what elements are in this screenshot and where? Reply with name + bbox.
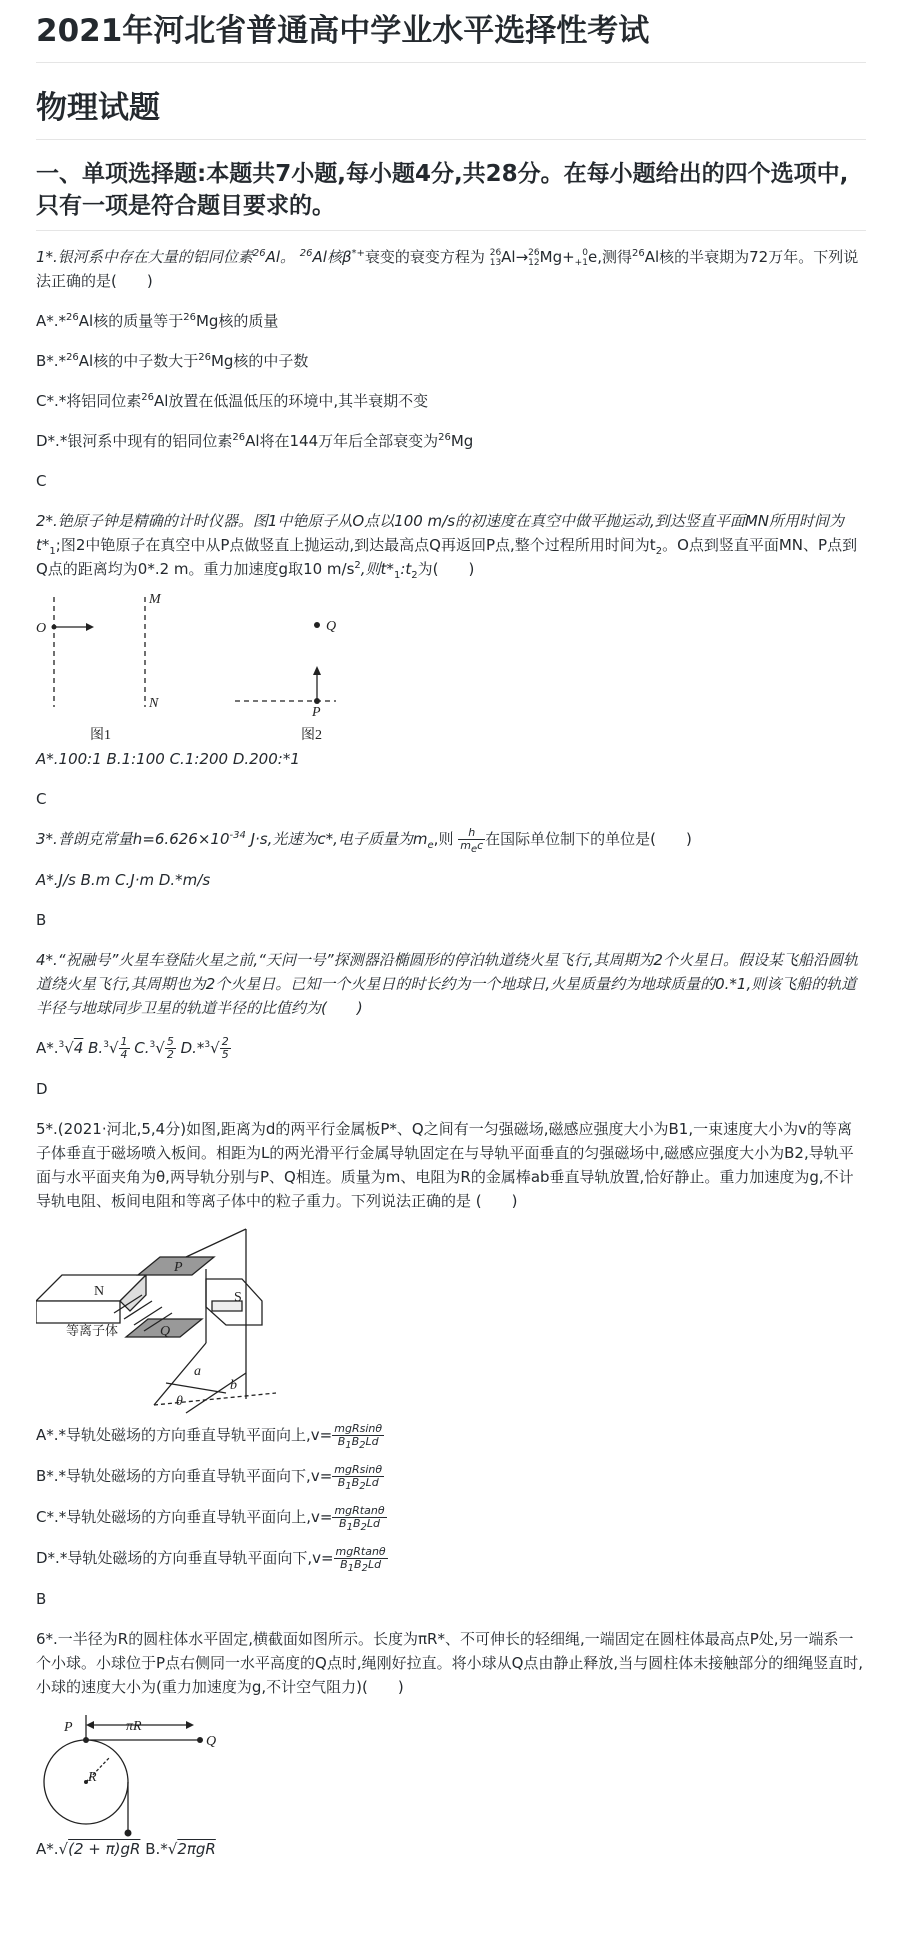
- fig5-label-plasma: 等离子体: [66, 1324, 119, 1339]
- fig2-label-m: M: [149, 592, 161, 607]
- question-6-figure: [36, 1707, 236, 1837]
- question-2-figure: [36, 589, 336, 749]
- fig5-label-a: a: [194, 1364, 201, 1379]
- fig-caption-2: 图2: [301, 728, 322, 743]
- question-5-answer: B: [36, 1590, 47, 1608]
- fig5-label-q: Q: [160, 1324, 171, 1339]
- question-4-answer: D: [36, 1080, 48, 1098]
- fig2-label-n: N: [149, 696, 159, 711]
- question-6-options: A*.√(2 + π)gR B.*√2πgR: [36, 1840, 216, 1858]
- question-4-stem: 4*.“祝融号”火星车登陆火星之前,“天问一号”探测器沿椭圆形的停泊轨道绕火星飞行,其周期为2个火星日。假设某飞船沿圆轨道绕火星飞行,其周期也为2个火星日。已知一个火星日的时长约为一个地球日,火星质量约为地球质量的0.*1,则该飞船的轨道半径与地球同步卫星的轨道半径的比值约为( ): [36, 951, 858, 1017]
- question-5-option-b: B*.*导轨处磁场的方向垂直导轨平面向下,v= $\frac{\text{mgRsinθ}}{B_1B_2Ld}$: [36, 1463, 383, 1493]
- question-1-stem: 1*.银河系中存在大量的铝同位素$^{26}$Al。 $^{26}$Al核β*+衰变的衰变方程为 26 13 Al→ 26 12 Mg+ 0 +1 e,测得$^{26}$Al核的半衰期为72万年。下列说法正确的是( ): [36, 247, 859, 290]
- question-2-options: A*.100:1 B.1:100 C.1:200 D.200:*1: [36, 750, 300, 768]
- fig5-label-theta: θ: [176, 1394, 183, 1409]
- question-1-answer: C: [36, 472, 47, 490]
- fig5-label-b: b: [230, 1378, 237, 1393]
- question-3-stem: 3*.普朗克常量$h=6.626\times 10^{-34}$ J·s,光速为c*,电子质量为$m_e$,则 $\frac{h}{m_ec}$ 在国际单位制下的单位是( ): [36, 826, 692, 856]
- fig6-label-r: R: [88, 1770, 97, 1785]
- question-5-stem: 5*.(2021·河北,5,4分)如图,距离为d的两平行金属板P*、Q之间有一匀强磁场,磁感应强度大小为B1,一束速度大小为v的等离子体垂直于磁场喷入板间。相距为L的两光滑平行金属导轨固定在与导轨平面垂直的匀强磁场中,磁感应强度大小为B2,导轨平面与水平面夹角为θ,两导轨分别与P、Q相连。质量为m、电阻为R的金属棒ab垂直导轨放置,恰好静止。重力加速度为g,不计导轨电阻、板间电阻和等离子体中的粒子重力。下列说法正确的是 ( ): [36, 1120, 854, 1210]
- question-5-option-a: A*.*导轨处磁场的方向垂直导轨平面向上,v= $\frac{\text{mgRsinθ}}{B_1B_2Ld}$: [36, 1422, 383, 1452]
- question-5-figure: [36, 1223, 326, 1423]
- question-1-option-a: A*.*$^{26}$Al核的质量等于$^{26}$Mg核的质量: [36, 312, 279, 330]
- fig2-label-o: O: [36, 621, 47, 636]
- question-5-option-c: C*.*导轨处磁场的方向垂直导轨平面向上,v= $\frac{\text{mgRtanθ}}{B_1B_2Ld}$: [36, 1504, 385, 1534]
- fig5-label-s: S: [234, 1290, 242, 1305]
- document-body: [36, 0, 866, 1861]
- question-3-answer: B: [36, 911, 47, 929]
- question-5-option-d: D*.*导轨处磁场的方向垂直导轨平面向下,v= $\frac{\text{mgRtanθ}}{B_1B_2Ld}$: [36, 1545, 386, 1575]
- question-3-options: A*.J/s B.m C.J·m D.*m/s: [36, 871, 211, 889]
- question-1-option-b: B*.*$^{26}$Al核的中子数大于$^{26}$Mg核的中子数: [36, 352, 309, 370]
- exam-title: 2021年河北省普通高中学业水平选择性考试: [36, 0, 866, 63]
- question-1-option-c: C*.*将铝同位素$^{26}$Al放置在低温低压的环境中,其半衰期不变: [36, 392, 429, 410]
- fig2-label-q: Q: [326, 619, 336, 634]
- fig6-label-p: P: [64, 1720, 73, 1735]
- fig5-label-n: N: [94, 1284, 105, 1299]
- question-4-options: A*.$^3$√4 B.$^3$√ $\frac{1}{4}$ C.$^3$√ $\frac{5}{2}$ D.*$^3$√ $\frac{2}{5}$: [36, 1035, 229, 1061]
- fig-caption-1: 图1: [90, 728, 111, 743]
- fraction-h-over-mc: $\frac{h}{m_ec}$: [460, 826, 484, 856]
- question-1-option-d: D*.*银河系中现有的铝同位素$^{26}$Al将在144万年后全部衰变为$^{26}$Mg: [36, 432, 474, 450]
- fig5-label-p: P: [174, 1260, 183, 1275]
- question-2-answer: C: [36, 790, 47, 808]
- subject-title: 物理试题: [36, 77, 866, 140]
- fig6-label-q: Q: [206, 1734, 217, 1749]
- question-2-stem: 2*.铯原子钟是精确的计时仪器。图1中铯原子从O点以100 m/s的初速度在真空中做平抛运动,到达竖直平面MN所用时间为$t*_1$;图2中铯原子在真空中从P点做竖直上抛运动,到达最高点Q再返回P点,整个过程所用时间为$t_2$。O点到竖直平面MN、P点到Q点的距离均为0*.2 m。重力加速度g取10 $m/s^2$,则$t*_1:t_2$为( ): [36, 512, 858, 581]
- section-heading: 一、单项选择题:本题共7小题,每小题4分,共28分。在每小题给出的四个选项中,只有一项是符合题目要求的。: [36, 158, 866, 231]
- fig6-label-pir: πR: [126, 1719, 142, 1734]
- fig2-label-p: P: [312, 705, 321, 720]
- question-6-stem: 6*.一半径为R的圆柱体水平固定,横截面如图所示。长度为πR*、不可伸长的轻细绳,一端固定在圆柱体最高点P处,另一端系一个小球。小球位于P点右侧同一水平高度的Q点时,绳刚好拉直。将小球从Q点由静止释放,当与圆柱体未接触部分的细绳竖直时,小球的速度大小为(重力加速度为g,不计空气阻力)( ): [36, 1630, 863, 1696]
